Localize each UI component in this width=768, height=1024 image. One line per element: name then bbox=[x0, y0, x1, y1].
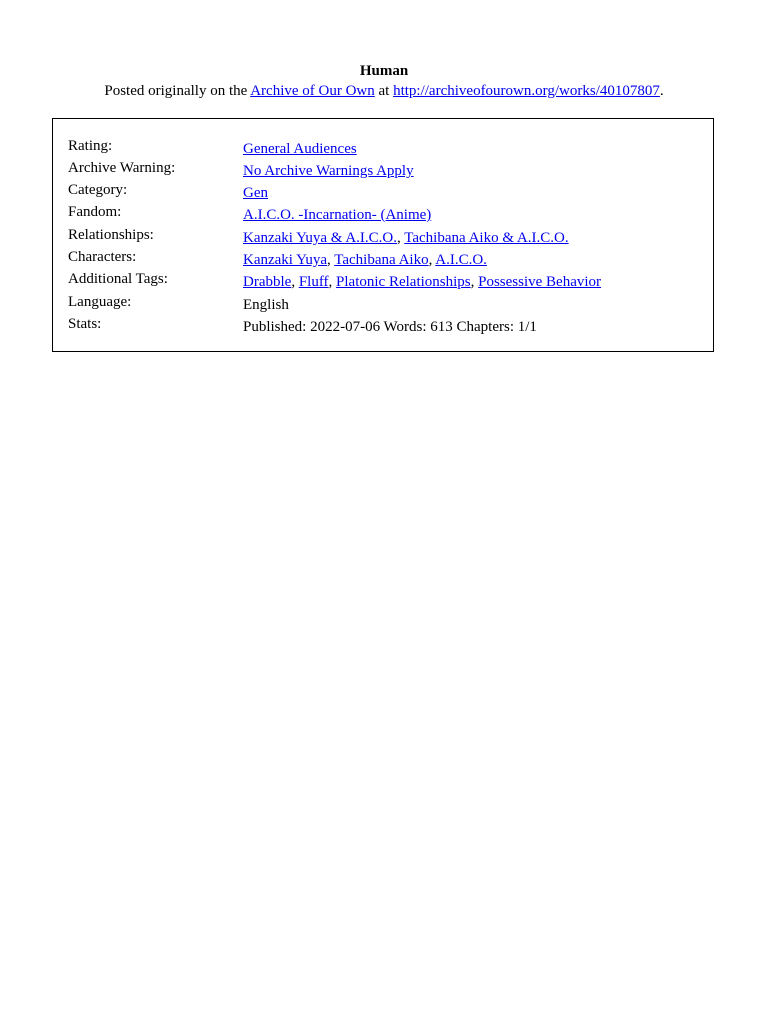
relationship-link[interactable]: Kanzaki Yuya & A.I.C.O. bbox=[243, 230, 397, 246]
category-link[interactable]: Gen bbox=[243, 185, 268, 201]
meta-row-fandom bbox=[68, 203, 698, 225]
archive-link[interactable]: Archive of Our Own bbox=[250, 83, 375, 99]
rating-value bbox=[243, 140, 703, 158]
characters-label: Characters: bbox=[68, 249, 137, 265]
tag-link[interactable]: Drabble bbox=[243, 274, 292, 290]
archive-warning-label: Archive Warning: bbox=[68, 160, 176, 176]
relationships-label: Relationships: bbox=[68, 227, 154, 243]
characters-value: Kanzaki Yuya, Tachibana Aiko, A.I.C.O. bbox=[243, 252, 487, 268]
fandom-label: Fandom: bbox=[68, 204, 122, 220]
stats-value: Published: 2022-07-06 Words: 613 Chapters: 1/1 bbox=[243, 319, 537, 335]
meta-row-category bbox=[68, 181, 698, 203]
stats-label: Stats: bbox=[68, 316, 102, 332]
meta-row-archive-warning bbox=[68, 159, 698, 181]
posted-middle: at bbox=[374, 83, 394, 99]
fandom-link[interactable]: A.I.C.O. -Incarnation- (Anime) bbox=[243, 207, 432, 223]
work-metadata-box bbox=[52, 118, 714, 352]
relationship-link[interactable]: Tachibana Aiko & A.I.C.O. bbox=[404, 230, 569, 246]
meta-row-stats bbox=[68, 315, 698, 337]
language-label: Language: bbox=[68, 294, 132, 310]
meta-row-language bbox=[68, 293, 698, 315]
posted-suffix: . bbox=[659, 83, 664, 99]
additional-tags-label: Additional Tags: bbox=[68, 271, 168, 287]
rating-label: Rating: bbox=[68, 138, 113, 154]
character-link[interactable]: Kanzaki Yuya bbox=[243, 252, 327, 268]
category-value bbox=[243, 184, 703, 202]
tag-link[interactable]: Possessive Behavior bbox=[478, 274, 602, 290]
meta-row-rating bbox=[68, 137, 698, 159]
character-link[interactable]: Tachibana Aiko bbox=[334, 252, 429, 268]
rating-link[interactable]: General Audiences bbox=[243, 141, 357, 157]
language-value: English bbox=[243, 297, 289, 313]
tag-link[interactable]: Platonic Relationships bbox=[336, 274, 471, 290]
meta-row-additional-tags bbox=[68, 270, 698, 292]
fandom-value bbox=[243, 206, 703, 224]
work-url-link[interactable]: http://archiveofourown.org/works/40107807 bbox=[393, 83, 660, 99]
posted-prefix: Posted originally on the bbox=[104, 83, 251, 99]
work-header bbox=[0, 62, 768, 101]
work-title: Human bbox=[359, 63, 409, 79]
tag-link[interactable]: Fluff bbox=[298, 274, 329, 290]
meta-row-characters bbox=[68, 248, 698, 270]
posted-line bbox=[0, 82, 768, 101]
meta-row-relationships bbox=[68, 226, 698, 248]
archive-warning-link[interactable]: No Archive Warnings Apply bbox=[243, 163, 414, 179]
archive-warning-value bbox=[243, 162, 703, 180]
category-label: Category: bbox=[68, 182, 128, 198]
character-link[interactable]: A.I.C.O. bbox=[435, 252, 487, 268]
additional-tags-value: Drabble, Fluff, Platonic Relationships, Possessive Behavior bbox=[243, 274, 602, 290]
relationships-value: Kanzaki Yuya & A.I.C.O., Tachibana Aiko & A.I.C.O. bbox=[243, 230, 569, 246]
